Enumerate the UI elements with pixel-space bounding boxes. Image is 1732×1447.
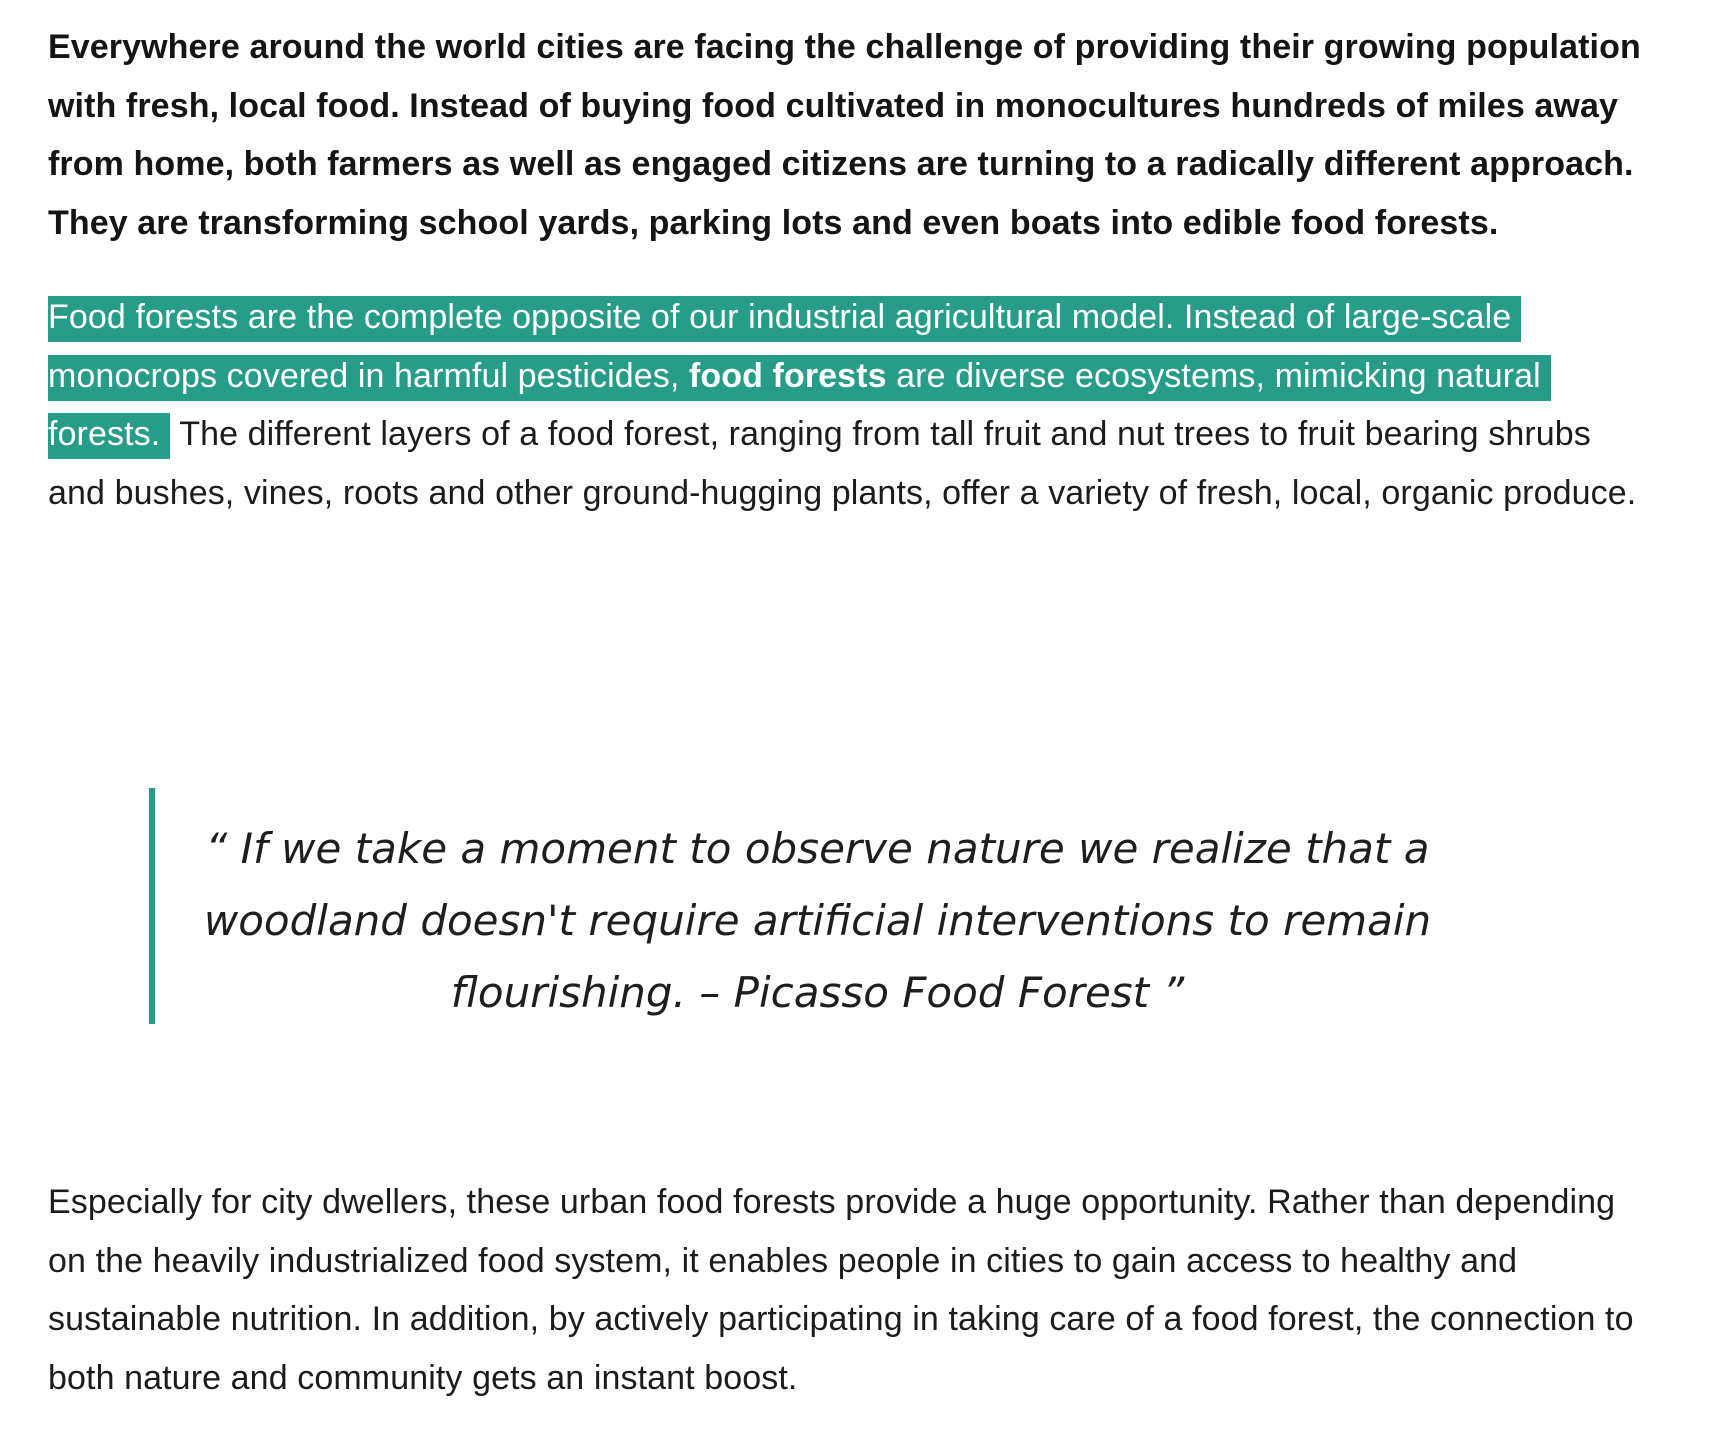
quote-text: “ If we take a moment to observe nature we realize that a woodland doesn't require artificial interventions to remain flourishing. – Picasso Food Forest ”	[203, 824, 1432, 1017]
blockquote	[149, 788, 1495, 1024]
article-body	[48, 18, 1648, 522]
paragraph-rest: The different layers of a food forest, ranging from tall fruit and nut trees to fruit bearing shrubs and bushes, vines, roots and other ground-hugging plants, offer a variety of fresh, local, organic produce.	[48, 415, 1637, 512]
closing-paragraph: Especially for city dwellers, these urban food forests provide a huge opportunity. Rather than depending on the heavily industrialized food system, it enables people in cities to gain access to healthy and sustainable nutrition. In addition, by actively participating in taking care of a food forest, the connection to both nature and community gets an instant boost.	[48, 1183, 1634, 1397]
highlight-text-start: Food forests are the complete opposite of our industrial agricultural model. Instead of large-scale monocrops covered in harmful pesticides,	[48, 298, 1512, 395]
highlight-bold-term: food forests	[688, 356, 887, 395]
highlighted-paragraph	[48, 288, 1648, 522]
highlight-text-end: are diverse ecosystems, mimicking natural forests.	[48, 356, 1541, 453]
intro-paragraph: Everywhere around the world cities are facing the challenge of providing their growing population with fresh, local food. Instead of buying food cultivated in monocultures hundreds of miles away from home, both farmers as well as engaged citizens are turning to a radically different approach. They are transforming school yards, parking lots and even boats into edible food forests.	[48, 28, 1641, 242]
